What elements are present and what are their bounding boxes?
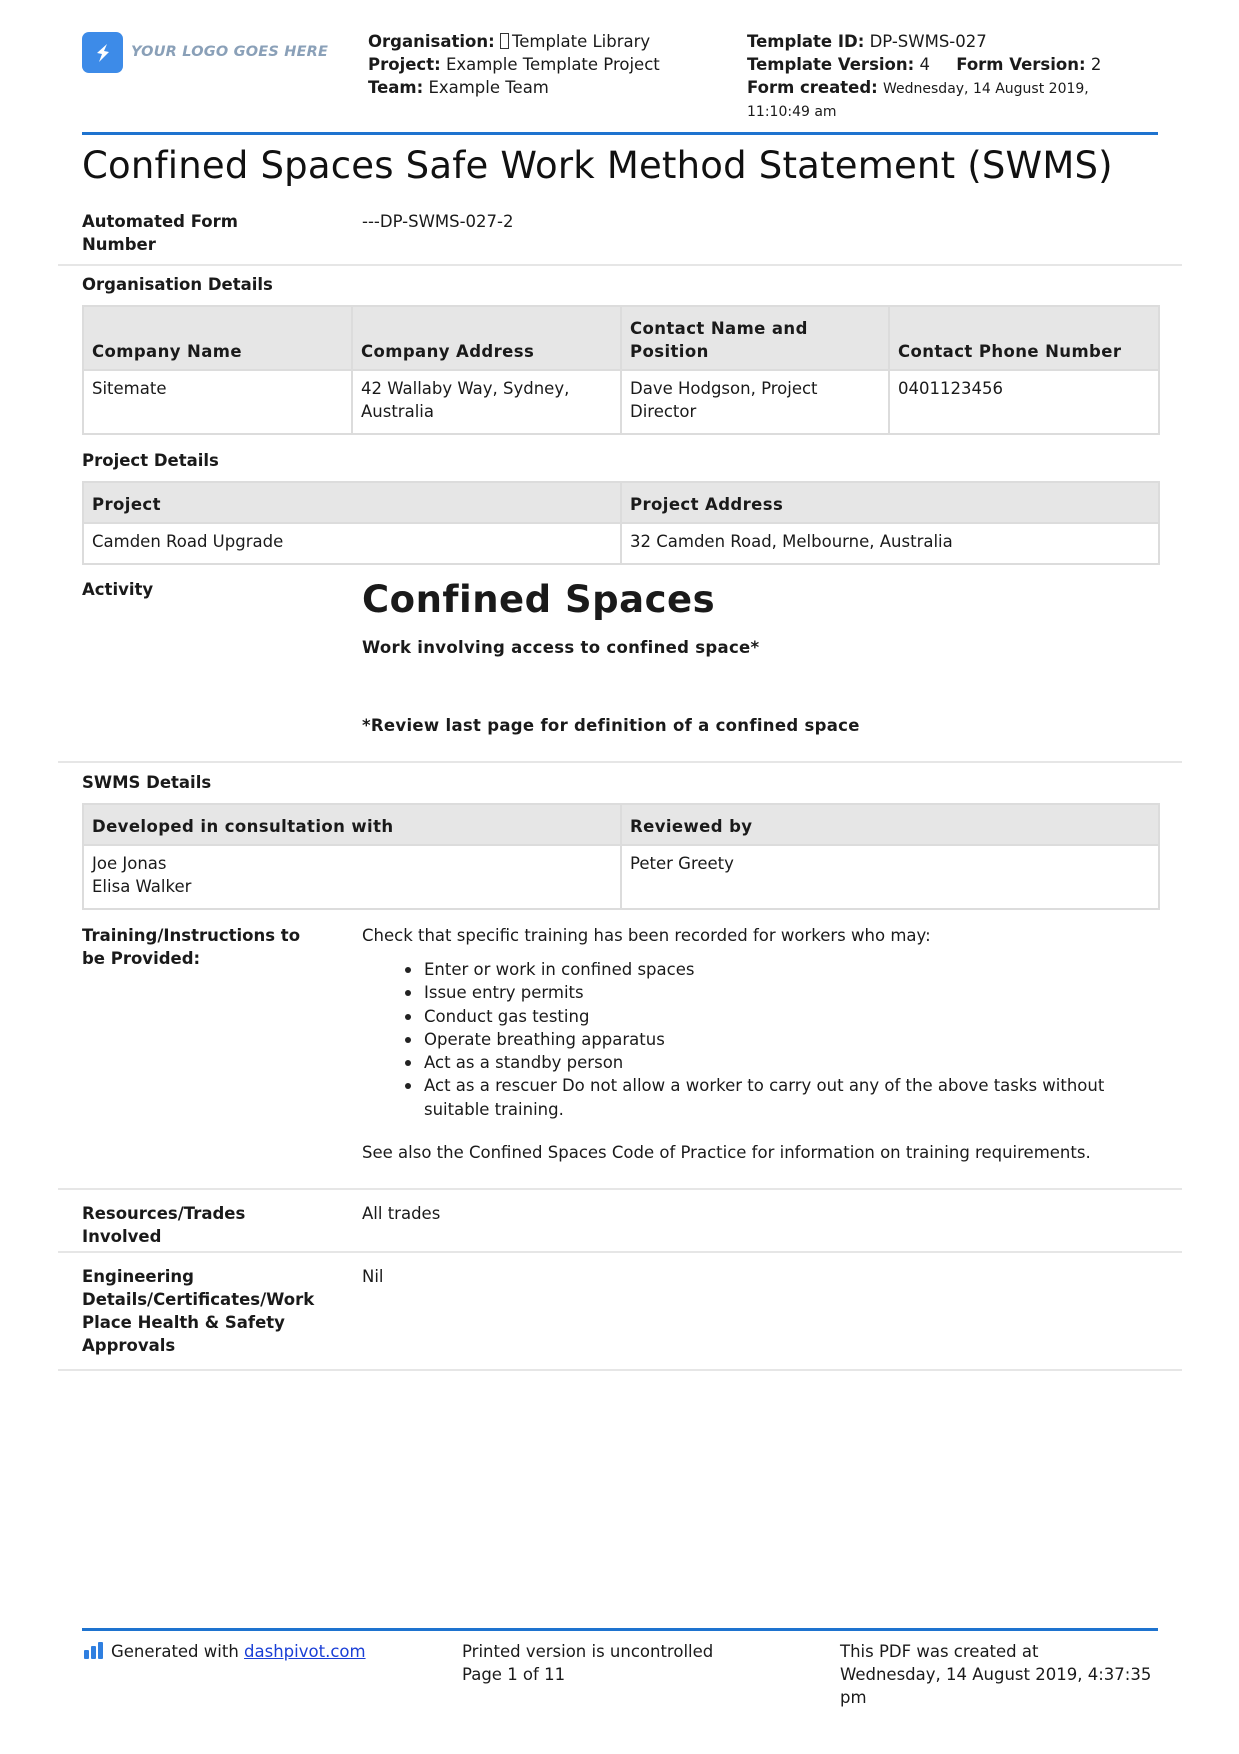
team-label: Team:	[368, 78, 424, 97]
footer-created	[840, 1640, 1151, 1709]
table-header-row	[83, 804, 1159, 845]
form-version-value: 2	[1090, 55, 1102, 74]
list-item: Enter or work in confined spaces	[362, 958, 1122, 981]
list-item: Conduct gas testing	[362, 1005, 1122, 1028]
training-list	[362, 958, 1122, 1121]
engineering-value: Nil	[362, 1267, 384, 1286]
resources-label-line: Resources/Trades	[82, 1204, 246, 1223]
header-organisation-block	[368, 30, 728, 99]
list-item: Issue entry permits	[362, 981, 1122, 1004]
company-name-cell: Sitemate	[83, 370, 352, 434]
column-header-company-address: Company Address	[352, 306, 621, 370]
engineering-label	[82, 1265, 314, 1357]
reviewed-by-cell: Peter Greety	[621, 845, 1159, 909]
list-item: Act as a rescuer Do not allow a worker to carry out any of the above tasks without	[362, 1074, 1122, 1097]
organisation-details-label: Organisation Details	[82, 275, 273, 294]
footer-print-info	[462, 1640, 713, 1686]
created-line: This PDF was created at	[840, 1642, 1039, 1661]
page-title: Confined Spaces Safe Work Method Statement (SWMS)	[82, 144, 1113, 187]
template-id-label: Template ID:	[747, 32, 865, 51]
template-version-label: Template Version:	[747, 55, 915, 74]
training-intro: Check that specific training has been recorded for workers who may:	[362, 926, 931, 945]
template-version-value: 4	[919, 55, 930, 74]
table-header-row	[83, 482, 1159, 523]
project-address-cell: 32 Camden Road, Melbourne, Australia	[621, 523, 1159, 564]
document-header	[82, 30, 1158, 130]
company-logo	[82, 32, 328, 73]
template-id-value: DP-SWMS-027	[869, 32, 987, 51]
project-cell: Camden Road Upgrade	[83, 523, 621, 564]
consultation-person: Joe Jonas	[92, 854, 167, 873]
column-header-project: Project	[83, 482, 621, 523]
form-created-date: Wednesday, 14 August 2019,	[883, 81, 1089, 97]
form-number-row	[58, 208, 1182, 266]
form-number-label-line: Number	[82, 235, 156, 254]
company-address-cell: 42 Wallaby Way, Sydney, Australia	[352, 370, 621, 434]
dashpivot-link[interactable]: dashpivot.com	[244, 1642, 366, 1661]
engineering-label-line: Place Health & Safety	[82, 1313, 285, 1332]
consultation-person: Elisa Walker	[92, 877, 192, 896]
footer-generated	[84, 1640, 366, 1663]
contact-phone-cell: 0401123456	[889, 370, 1159, 434]
engineering-label-line: Engineering	[82, 1267, 194, 1286]
list-item: Operate breathing apparatus	[362, 1028, 1122, 1051]
form-number-label	[82, 210, 238, 256]
missing-glyph-icon	[500, 33, 509, 49]
form-created-label: Form created:	[747, 78, 878, 97]
logo-mark-icon	[82, 32, 123, 73]
printed-note: Printed version is uncontrolled	[462, 1642, 714, 1661]
form-created-time: 11:10:49 am	[747, 104, 837, 120]
list-item: Act as a standby person	[362, 1051, 1122, 1074]
page-number: Page 1 of 11	[462, 1665, 566, 1684]
column-header-consultation: Developed in consultation with	[83, 804, 621, 845]
activity-subtitle: Work involving access to confined space*	[362, 638, 760, 657]
swms-details-table	[82, 803, 1160, 910]
footer-divider	[82, 1628, 1158, 1631]
organisation-details-table	[82, 305, 1160, 435]
team-value: Example Team	[428, 78, 549, 97]
column-header-company-name: Company Name	[83, 306, 352, 370]
column-header-project-address: Project Address	[621, 482, 1159, 523]
list-item-continuation: suitable training.	[424, 1099, 564, 1119]
resources-label	[82, 1202, 245, 1248]
dashpivot-bars-icon	[84, 1642, 103, 1659]
activity-title: Confined Spaces	[362, 578, 716, 621]
table-row	[83, 523, 1159, 564]
consultation-cell	[83, 845, 621, 909]
activity-note: *Review last page for definition of a confined space	[362, 716, 860, 735]
created-line: Wednesday, 14 August 2019, 4:37:35	[840, 1665, 1152, 1684]
resources-value: All trades	[362, 1204, 441, 1223]
table-row	[83, 845, 1159, 909]
engineering-row	[58, 1253, 1182, 1371]
activity-label: Activity	[82, 580, 154, 599]
training-label-line: be Provided:	[82, 949, 201, 968]
table-header-row	[83, 306, 1159, 370]
column-header-contact-phone: Contact Phone Number	[889, 306, 1159, 370]
training-outro: See also the Confined Spaces Code of Practice for information on training requirements.	[362, 1143, 1091, 1162]
table-row	[83, 370, 1159, 434]
form-number-value: ---DP-SWMS-027-2	[362, 212, 514, 231]
form-number-label-line: Automated Form	[82, 212, 238, 231]
engineering-label-line: Details/Certificates/Work	[82, 1290, 315, 1309]
created-line: pm	[840, 1688, 867, 1707]
organisation-value: Template Library	[511, 32, 651, 51]
training-label-line: Training/Instructions to	[82, 926, 301, 945]
generated-prefix: Generated with	[111, 1642, 239, 1661]
project-label: Project:	[368, 55, 441, 74]
resources-row	[58, 1190, 1182, 1253]
logo-text: YOUR LOGO GOES HERE	[131, 44, 329, 61]
header-divider	[82, 132, 1158, 135]
resources-label-line: Involved	[82, 1227, 162, 1246]
form-version-label: Form Version:	[956, 55, 1086, 74]
column-header-reviewed-by: Reviewed by	[621, 804, 1159, 845]
header-template-block	[747, 30, 1167, 124]
organisation-label: Organisation:	[368, 32, 495, 51]
project-details-table	[82, 481, 1160, 565]
swms-details-label: SWMS Details	[82, 773, 212, 792]
engineering-label-line: Approvals	[82, 1336, 176, 1355]
column-header-contact-name: Contact Name and Position	[621, 306, 889, 370]
training-label	[82, 924, 300, 970]
contact-name-cell: Dave Hodgson, Project Director	[621, 370, 889, 434]
project-details-label: Project Details	[82, 451, 219, 470]
project-value: Example Template Project	[445, 55, 660, 74]
